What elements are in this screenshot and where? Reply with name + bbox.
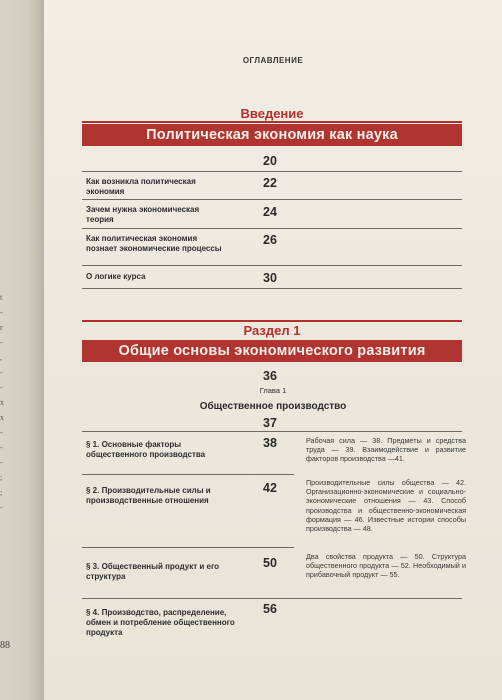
paragraph-description: Рабочая сила — 38. Предметы и средства труда — 39. Взаимодействие и развитие факторов производства —41. [306,436,466,464]
divider [82,598,462,599]
intro-banner: Политическая экономия как наука [82,124,462,146]
section1-start-page: 36 [263,369,277,383]
left-page-number: 88 [0,640,10,651]
left-mark: x [0,413,4,422]
left-mark: t [0,293,3,302]
chapter-title: Общественное производство [199,401,347,412]
paragraph-page: 56 [263,602,277,616]
left-mark: - [0,428,3,437]
left-page-margin [0,0,44,700]
divider [82,228,462,229]
divider [82,288,462,289]
intro-start-page: 20 [263,154,277,168]
toc-page [44,0,502,700]
paragraph-page: 42 [263,481,277,495]
toc-item-page: 22 [263,176,277,190]
left-mark: - [0,368,3,377]
left-mark: ; [0,473,3,482]
paragraph-page: 50 [263,556,277,570]
left-mark: x [0,398,4,407]
left-mark: - [0,458,3,467]
intro-rule [82,121,462,123]
left-mark: - [0,383,3,392]
toc-item-page: 26 [263,233,277,247]
section1-banner: Общие основы экономического развития [82,340,462,362]
left-mark: - [0,443,3,452]
divider [82,199,462,200]
paragraph-page: 38 [263,436,277,450]
left-page-marks [0,290,12,515]
divider [82,547,294,548]
toc-item-page: 30 [263,271,277,285]
left-mark: ; [0,488,3,497]
paragraph-title: § 3. Общественный продукт и его структура [86,562,220,581]
section1-label: Раздел 1 [243,323,301,338]
divider [82,431,462,432]
toc-item-title: О логике курса [86,272,146,281]
paragraph-description: Производительные силы общества — 42. Организационно-экономические и социально-экономические отношения — 43. Способ производства и общественно-экономическая формация — 46. Известные истории способы производства — 48. [306,478,466,534]
paragraph-description: Два свойства продукта — 50. Структура общественного продукта — 52. Необходимый и прибавочный продукт — 55. [306,552,466,580]
paragraph-title: § 2. Производительные силы и производственные отношения [86,486,211,505]
chapter-page: 37 [263,416,277,430]
divider [82,474,294,475]
paragraph-title: § 4. Производство, распределение, обмен и потребление общественного продукта [86,608,235,637]
left-mark: r [0,323,3,332]
left-mark: - [0,338,3,347]
paragraph-title: § 1. Основные факторы общественного производства [86,440,206,459]
page-header: ОГЛАВЛЕНИЕ [242,56,304,65]
left-mark: - [0,503,3,512]
divider [82,265,462,266]
toc-item-title: Как возникла политическая экономия [86,177,196,196]
chapter-label: Глава 1 [259,386,287,395]
toc-item-page: 24 [263,205,277,219]
toc-item-title: Как политическая экономия познает экономические процессы [86,234,222,253]
toc-item-title: Зачем нужна экономическая теория [86,205,200,224]
left-mark: - [0,308,3,317]
intro-label: Введение [240,106,304,121]
section1-top-rule [82,320,462,322]
left-mark: , [0,353,2,362]
divider [82,171,462,172]
